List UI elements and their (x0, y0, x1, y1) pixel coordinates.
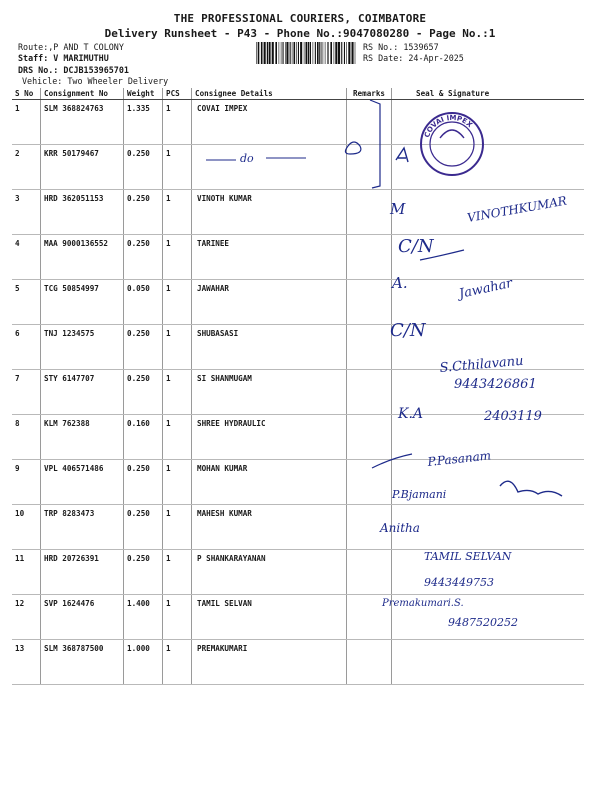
row-consignment: SLM 368824763 (41, 100, 124, 145)
row-remarks (347, 640, 392, 685)
row-sno: 6 (12, 325, 41, 370)
row-sno: 7 (12, 370, 41, 415)
row-weight: 0.250 (124, 460, 163, 505)
table-row (12, 550, 584, 595)
hw-row7-line1: S.Cthilavanu (439, 353, 525, 376)
col-sno: S No (12, 88, 41, 100)
row-seal (392, 190, 585, 235)
row-pcs: 1 (163, 460, 192, 505)
row-consignee: PREMAKUMARI (192, 640, 347, 685)
row-sno: 13 (12, 640, 41, 685)
vehicle-text: Vehicle: Two Wheeler Delivery (22, 76, 169, 86)
row-sno: 8 (12, 415, 41, 460)
row-seal (392, 415, 585, 460)
row-weight: 0.250 (124, 550, 163, 595)
table-row (12, 415, 584, 460)
row-seal (392, 325, 585, 370)
row-consignee: P SHANKARAYANAN (192, 550, 347, 595)
row-weight: 0.050 (124, 280, 163, 325)
row-sno: 3 (12, 190, 41, 235)
hw-row8-initial: K.A (398, 406, 424, 422)
row-consignment: VPL 406571486 (41, 460, 124, 505)
company-title: THE PROFESSIONAL COURIERS, COIMBATORE (173, 12, 427, 25)
table-row (12, 370, 584, 415)
row-pcs: 1 (163, 550, 192, 595)
table-row (12, 280, 584, 325)
row-remarks (347, 550, 392, 595)
row-pcs: 1 (163, 325, 192, 370)
runsheet-table (12, 88, 584, 685)
row-weight: 1.000 (124, 640, 163, 685)
barcode-icon (256, 42, 356, 64)
row-consignee: VINOTH KUMAR (192, 190, 347, 235)
row-consignee: JAWAHAR (192, 280, 347, 325)
row-remarks (347, 190, 392, 235)
row-consignee: SHUBASASI (192, 325, 347, 370)
runsheet-subtitle: Delivery Runsheet - P43 - Phone No.:9047080280 - Page No.:1 (104, 27, 496, 40)
hw-row13-line2: 9487520252 (448, 616, 518, 629)
row-consignee: SI SHANMUGAM (192, 370, 347, 415)
row-seal (392, 550, 585, 595)
row-weight: 1.335 (124, 100, 163, 145)
hw-row13-line1: Premakumari.S. (382, 598, 464, 609)
row-pcs: 1 (163, 595, 192, 640)
row-weight: 0.250 (124, 505, 163, 550)
table-row (12, 145, 584, 190)
row-sno: 5 (12, 280, 41, 325)
row-pcs: 1 (163, 370, 192, 415)
rs-no-text: RS No.: 1539657 (363, 42, 439, 52)
row-remarks (347, 235, 392, 280)
col-remarks: Remarks (347, 88, 392, 100)
table-header-row (12, 88, 584, 100)
hw-row8: 2403119 (484, 409, 542, 424)
col-consignment: Consignment No (41, 88, 124, 100)
table-row (12, 100, 584, 145)
route-text: Route:,P AND T COLONY (18, 42, 124, 52)
row-sno: 2 (12, 145, 41, 190)
row-consignment: TNJ 1234575 (41, 325, 124, 370)
row-remarks (347, 280, 392, 325)
hw-row12-line1: TAMIL SELVAN (424, 550, 512, 563)
row-consignee: COVAI IMPEX (192, 100, 347, 145)
hw-row3: VINOTHKUMAR (466, 193, 568, 225)
row-consignment: STY 6147707 (41, 370, 124, 415)
row-consignment: TCG 50854997 (41, 280, 124, 325)
row-remarks (347, 370, 392, 415)
row-seal (392, 280, 585, 325)
row-consignment: HRD 362051153 (41, 190, 124, 235)
row-weight: 0.250 (124, 190, 163, 235)
hw-row6: C/N (390, 320, 426, 341)
row-seal (392, 460, 585, 505)
row-consignee: SHREE HYDRAULIC (192, 415, 347, 460)
row-consignment: TRP 8283473 (41, 505, 124, 550)
hw-row3-initial: M (390, 200, 406, 218)
hw-row12-line2: 9443449753 (424, 576, 494, 589)
hw-row7-line2: 9443426861 (454, 377, 537, 392)
row-consignment: SVP 1624476 (41, 595, 124, 640)
row-weight: 1.400 (124, 595, 163, 640)
col-seal: Seal & Signature (392, 88, 585, 100)
hw-row9: P.Pasanam (426, 448, 492, 469)
row-consignment: SLM 368787500 (41, 640, 124, 685)
row-sno: 4 (12, 235, 41, 280)
row-pcs: 1 (163, 190, 192, 235)
row-remarks (347, 415, 392, 460)
row-remarks (347, 460, 392, 505)
row-pcs: 1 (163, 145, 192, 190)
row-sno: 10 (12, 505, 41, 550)
table-row (12, 190, 584, 235)
row-pcs: 1 (163, 235, 192, 280)
row-seal (392, 640, 585, 685)
row-sno: 9 (12, 460, 41, 505)
row-seal (392, 595, 585, 640)
row-weight: 0.160 (124, 415, 163, 460)
row-seal (392, 145, 585, 190)
row-weight: 0.250 (124, 145, 163, 190)
hw-row5-initial: A. (392, 274, 408, 292)
staff-text: Staff: V MARIMUTHU (18, 53, 109, 63)
row-pcs: 1 (163, 640, 192, 685)
row-seal (392, 370, 585, 415)
row-pcs: 1 (163, 415, 192, 460)
row-seal (392, 505, 585, 550)
row-remarks (347, 595, 392, 640)
row-remarks (347, 325, 392, 370)
drs-text: DRS No.: DCJB153965701 (18, 65, 129, 75)
stamp-text: COVAI IMPEX (423, 113, 474, 139)
row-pcs: 1 (163, 100, 192, 145)
hw-row10: P.Bjamani (392, 488, 447, 501)
row-weight: 0.250 (124, 370, 163, 415)
table-row (12, 595, 584, 640)
col-pcs: PCS (163, 88, 192, 100)
hw-row11: Anitha (380, 521, 420, 535)
row-consignment: MAA 9000136552 (41, 235, 124, 280)
row-consignee (192, 145, 347, 190)
table-row (12, 460, 584, 505)
hw-row4: C/N (398, 236, 434, 257)
row-sno: 1 (12, 100, 41, 145)
row-seal (392, 235, 585, 280)
row-consignment: HRD 20726391 (41, 550, 124, 595)
table-row (12, 235, 584, 280)
row-consignee: MAHESH KUMAR (192, 505, 347, 550)
row-remarks (347, 505, 392, 550)
row-pcs: 1 (163, 280, 192, 325)
row-remarks (347, 145, 392, 190)
table-row (12, 640, 584, 685)
row-sno: 11 (12, 550, 41, 595)
row-consignee: TAMIL SELVAN (192, 595, 347, 640)
row-weight: 0.250 (124, 325, 163, 370)
row-consignee: MOHAN KUMAR (192, 460, 347, 505)
col-weight: Weight (124, 88, 163, 100)
row-seal (392, 100, 585, 145)
row-consignment: KLM 762388 (41, 415, 124, 460)
row-sno: 12 (12, 595, 41, 640)
row-pcs: 1 (163, 505, 192, 550)
table-row (12, 325, 584, 370)
row-weight: 0.250 (124, 235, 163, 280)
row-consignment: KRR 50179467 (41, 145, 124, 190)
rs-date-text: RS Date: 24-Apr-2025 (363, 53, 464, 63)
table-row (12, 505, 584, 550)
hw-row5: Jawahar (457, 275, 514, 302)
row-remarks (347, 100, 392, 145)
hw-row2: do (240, 152, 254, 165)
col-consignee: Consignee Details (192, 88, 347, 100)
row-consignee: TARINEE (192, 235, 347, 280)
